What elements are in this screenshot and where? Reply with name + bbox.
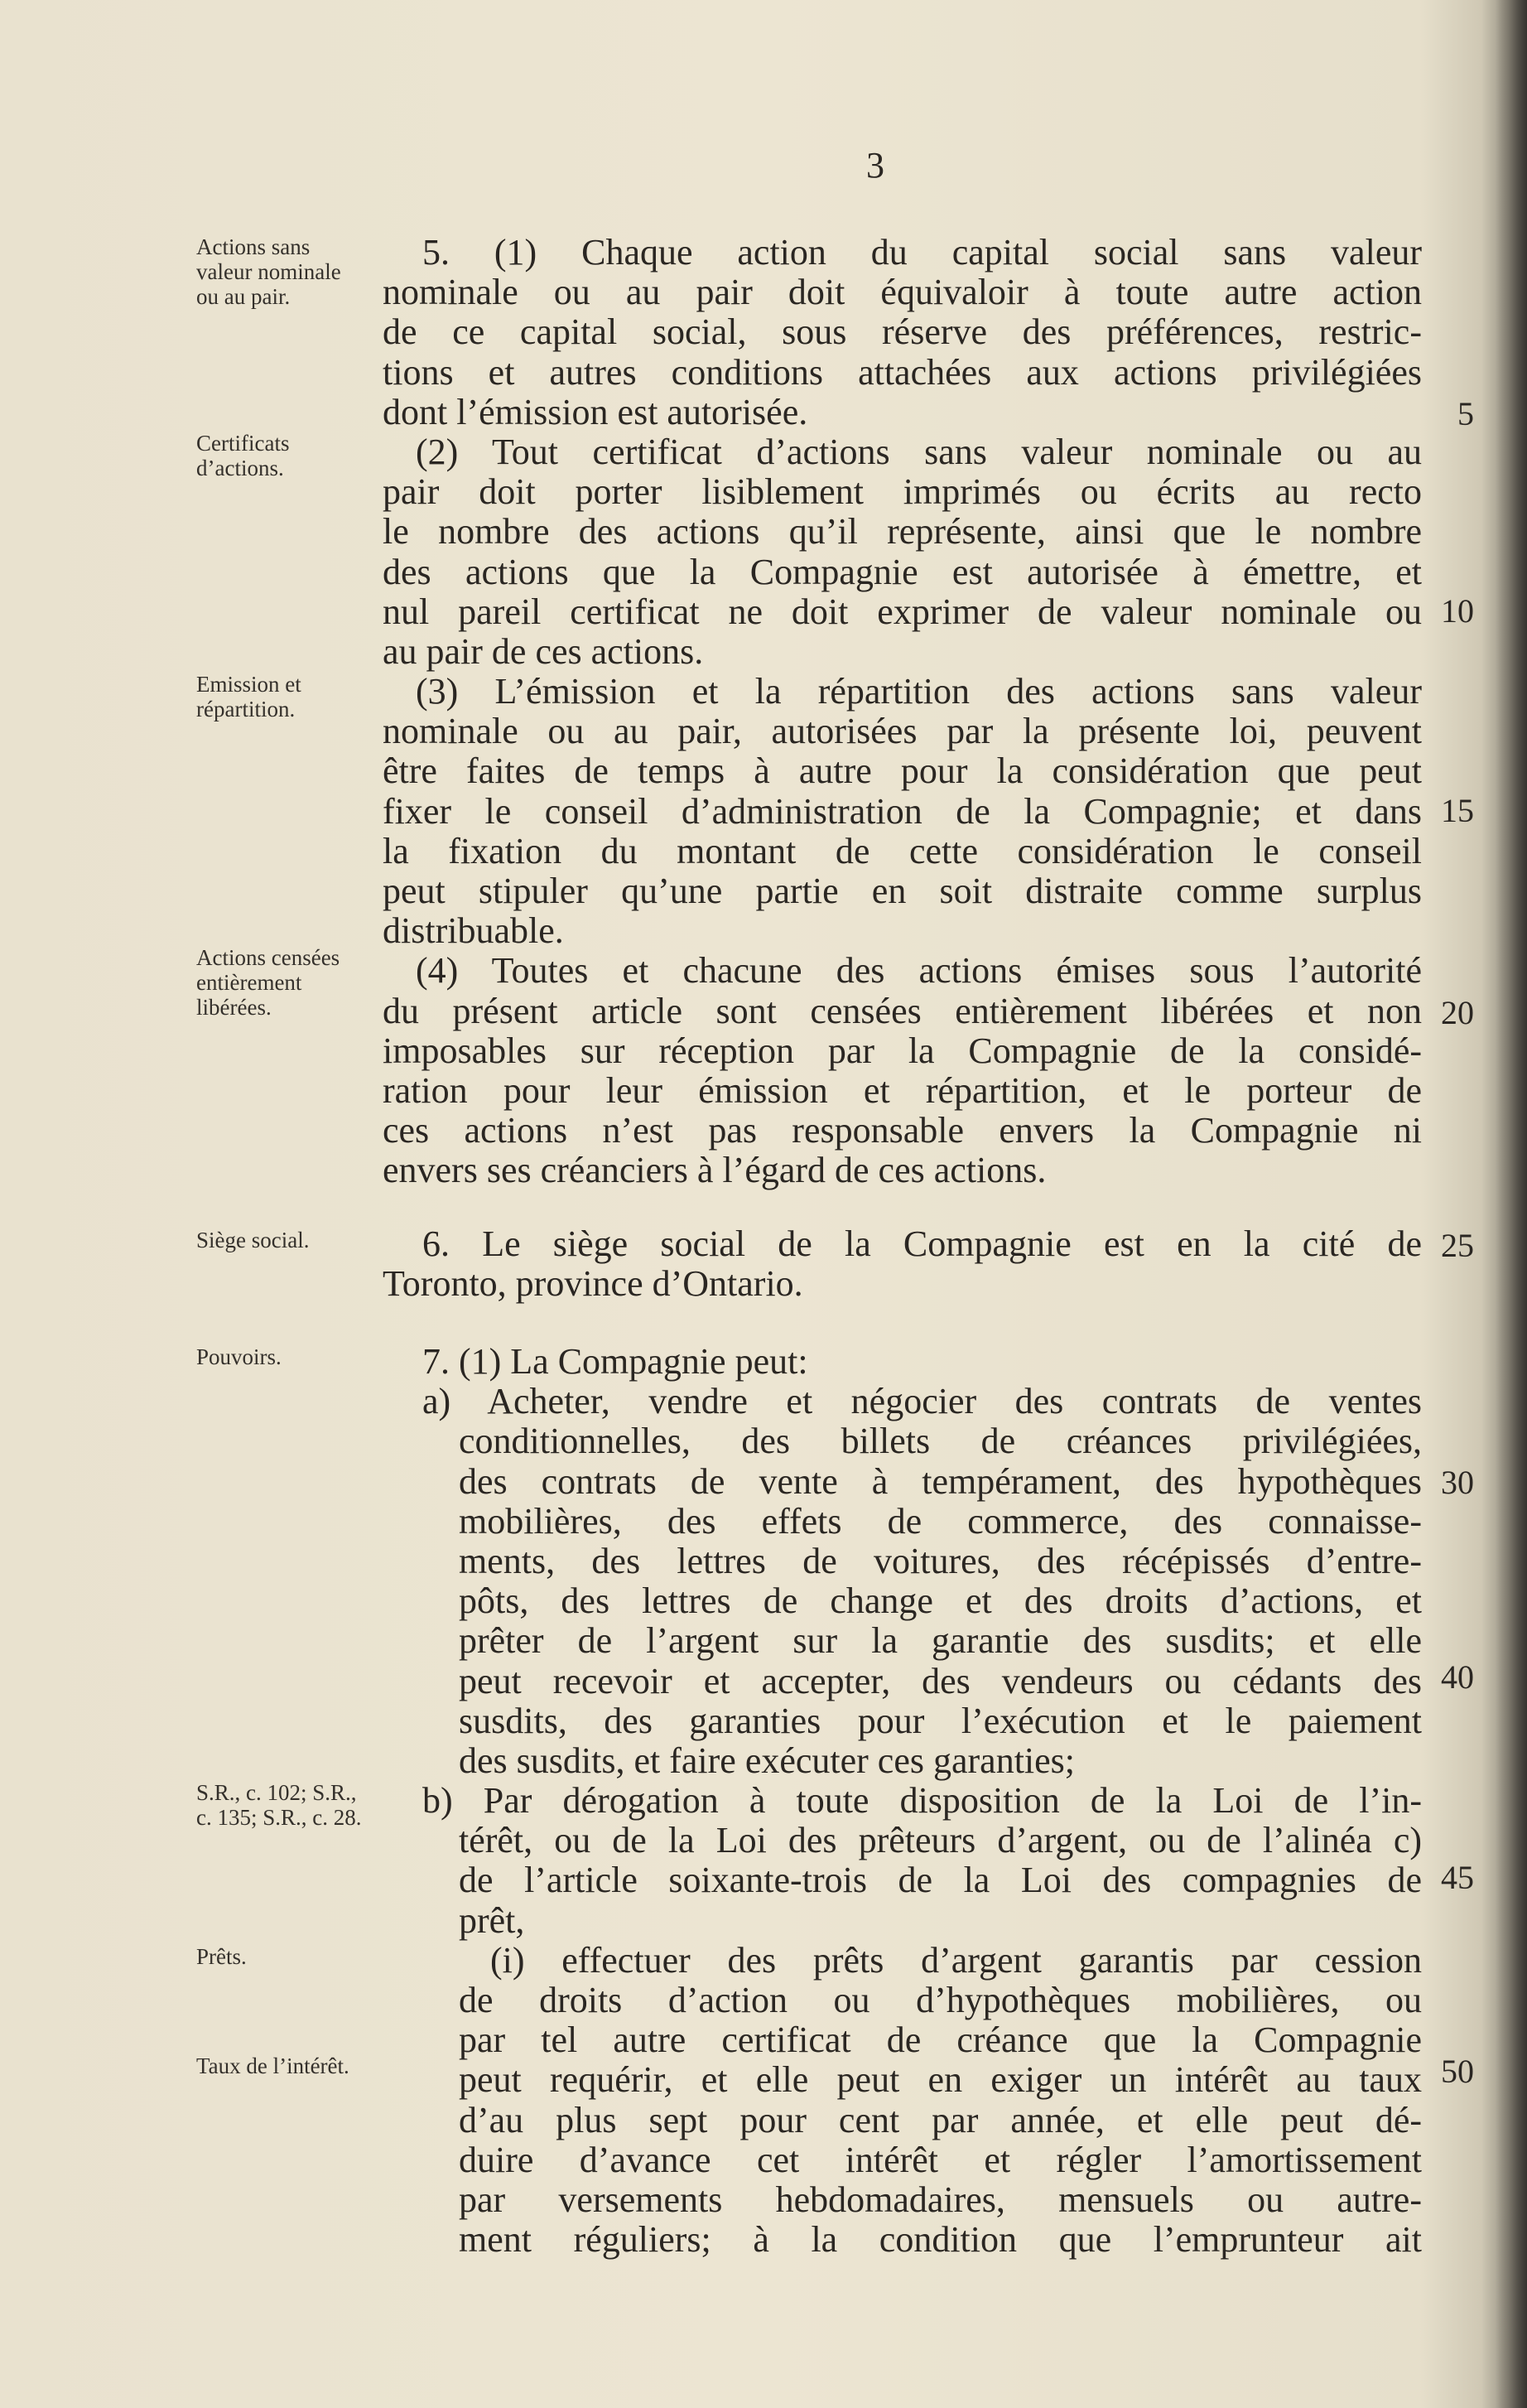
text-line: peut stipuler qu’une partie en soit distraite comme surplus — [383, 871, 1422, 911]
text-line: pôts, des lettres de change et des droits d’actions, et — [459, 1580, 1422, 1622]
text-line: 6. Le siège social de la Compagnie est en la cité de — [422, 1223, 1422, 1264]
text-line: d’au plus sept pour cent par année, et elle peut dé- — [459, 2099, 1422, 2140]
text-line: ments, des lettres de voitures, des récépissés d’entre- — [459, 1540, 1422, 1581]
text-line: b) Par dérogation à toute disposition de la Loi de l’in- — [422, 1780, 1422, 1822]
line-number-40: 40 — [1441, 1658, 1474, 1696]
text-line: du présent article sont censées entièrement libérées et non — [383, 990, 1422, 1031]
text-line: ment réguliers; à la condition que l’emprunteur ait — [459, 2219, 1422, 2261]
text-line: tions et autres conditions attachées aux actions privilégiées — [383, 351, 1422, 393]
text-line: des susdits, et faire exécuter ces garanties; — [459, 1740, 1076, 1781]
margin-note-siege-social: Siège social. — [196, 1228, 310, 1252]
text-line: (i) effectuer des prêts d’argent garantis par cession — [490, 1939, 1422, 1981]
text-line: térêt, ou de la Loi des prêteurs d’argent, ou de l’alinéa c) — [459, 1820, 1422, 1861]
text-line: de l’article soixante-trois de la Loi des compagnies de — [459, 1860, 1422, 1901]
margin-note-certificats: Certificats d’actions. — [196, 431, 290, 480]
page-edge-shadow — [1496, 0, 1527, 2408]
text-line: de ce capital social, sous réserve des préférences, restric- — [383, 311, 1422, 353]
page-number: 3 — [866, 145, 884, 186]
text-line: être faites de temps à autre pour la considération que peut — [383, 750, 1422, 792]
section-6 — [383, 1224, 1422, 1304]
margin-note-prets: Prêts. — [196, 1944, 247, 1969]
margin-note-taux-interet: Taux de l’intérêt. — [196, 2053, 349, 2078]
text-line: a) Acheter, vendre et négocier des contrats de ventes — [422, 1381, 1422, 1422]
text-line: ration pour leur émission et répartition, et le porteur de — [383, 1069, 1422, 1111]
text-line: des actions que la Compagnie est autorisée à émettre, et — [383, 551, 1422, 592]
text-line: fixer le conseil d’administration de la Compagnie; et dans — [383, 790, 1422, 832]
text-line: par versements hebdomadaires, mensuels ou autre- — [459, 2179, 1422, 2220]
text-line: ces actions n’est pas responsable envers la Compagnie ni — [383, 1110, 1422, 1151]
text-line: envers ses créanciers à l’égard de ces actions. — [383, 1150, 1047, 1191]
text-line: pair doit porter lisiblement imprimés ou écrits au recto — [383, 471, 1422, 513]
line-number-15: 15 — [1441, 792, 1474, 829]
text-line: Toronto, province d’Ontario. — [383, 1263, 803, 1305]
margin-note-pouvoirs: Pouvoirs. — [196, 1344, 282, 1369]
text-line: susdits, des garanties pour l’exécution et le paiement — [459, 1700, 1422, 1741]
text-line: 5. (1) Chaque action du capital social sans valeur — [422, 232, 1422, 273]
text-line: duire d’avance cet intérêt et régler l’amortissement — [459, 2139, 1422, 2180]
text-line: nul pareil certificat ne doit exprimer de valeur nominale ou — [383, 591, 1422, 632]
line-number-25: 25 — [1441, 1227, 1474, 1264]
text-line: peut requérir, et elle peut en exiger un intérêt au taux — [459, 2059, 1422, 2101]
text-line: (3) L’émission et la répartition des actions sans valeur — [416, 671, 1422, 712]
text-line: (2) Tout certificat d’actions sans valeur nominale ou au — [416, 431, 1422, 472]
text-line: (4) Toutes et chacune des actions émises sous l’autorité — [416, 950, 1422, 992]
text-line: prêter de l’argent sur la garantie des susdits; et elle — [459, 1620, 1422, 1662]
text-line: distribuable. — [383, 910, 564, 952]
text-line: de droits d’action ou d’hypothèques mobilières, ou — [459, 1980, 1422, 2020]
section-5 — [383, 233, 1422, 1191]
margin-note-actions-sans-valeur: Actions sans valeur nominale ou au pair. — [196, 234, 341, 309]
margin-note-actions-liberees: Actions censées entièrement libérées. — [196, 945, 340, 1020]
text-line: des contrats de vente à tempérament, des hypothèques — [459, 1460, 1422, 1502]
text-line: par tel autre certificat de créance que la Compagnie — [459, 2020, 1422, 2061]
margin-note-statute-refs: S.R., c. 102; S.R., c. 135; S.R., c. 28. — [196, 1780, 362, 1830]
text-line: au pair de ces actions. — [383, 630, 704, 672]
text-line: nominale ou au pair doit équivaloir à toute autre action — [383, 272, 1422, 313]
section-7 — [383, 1342, 1422, 2260]
text-line: imposables sur réception par la Compagnie de la considé- — [383, 1030, 1422, 1071]
text-line: mobilières, des effets de commerce, des connaisse- — [459, 1500, 1422, 1542]
line-number-30: 30 — [1441, 1464, 1474, 1501]
line-number-5: 5 — [1457, 395, 1474, 432]
line-number-45: 45 — [1441, 1859, 1474, 1896]
text-line: nominale ou au pair, autorisées par la présente loi, peuvent — [383, 711, 1422, 752]
text-line: dont l’émission est autorisée. — [383, 391, 808, 432]
text-line: peut recevoir et accepter, des vendeurs ou cédants des — [459, 1660, 1422, 1701]
line-number-10: 10 — [1441, 592, 1474, 630]
margin-note-emission: Emission et répartition. — [196, 672, 301, 721]
line-number-20: 20 — [1441, 994, 1474, 1031]
line-number-50: 50 — [1441, 2053, 1474, 2090]
text-line: prêt, — [459, 1899, 525, 1941]
text-line: 7. (1) La Compagnie peut: — [422, 1341, 808, 1382]
text-line: conditionnelles, des billets de créances privilégiées, — [459, 1421, 1422, 1462]
text-line: le nombre des actions qu’il représente, ainsi que le nombre — [383, 511, 1422, 553]
text-line: la fixation du montant de cette considération le conseil — [383, 830, 1422, 871]
